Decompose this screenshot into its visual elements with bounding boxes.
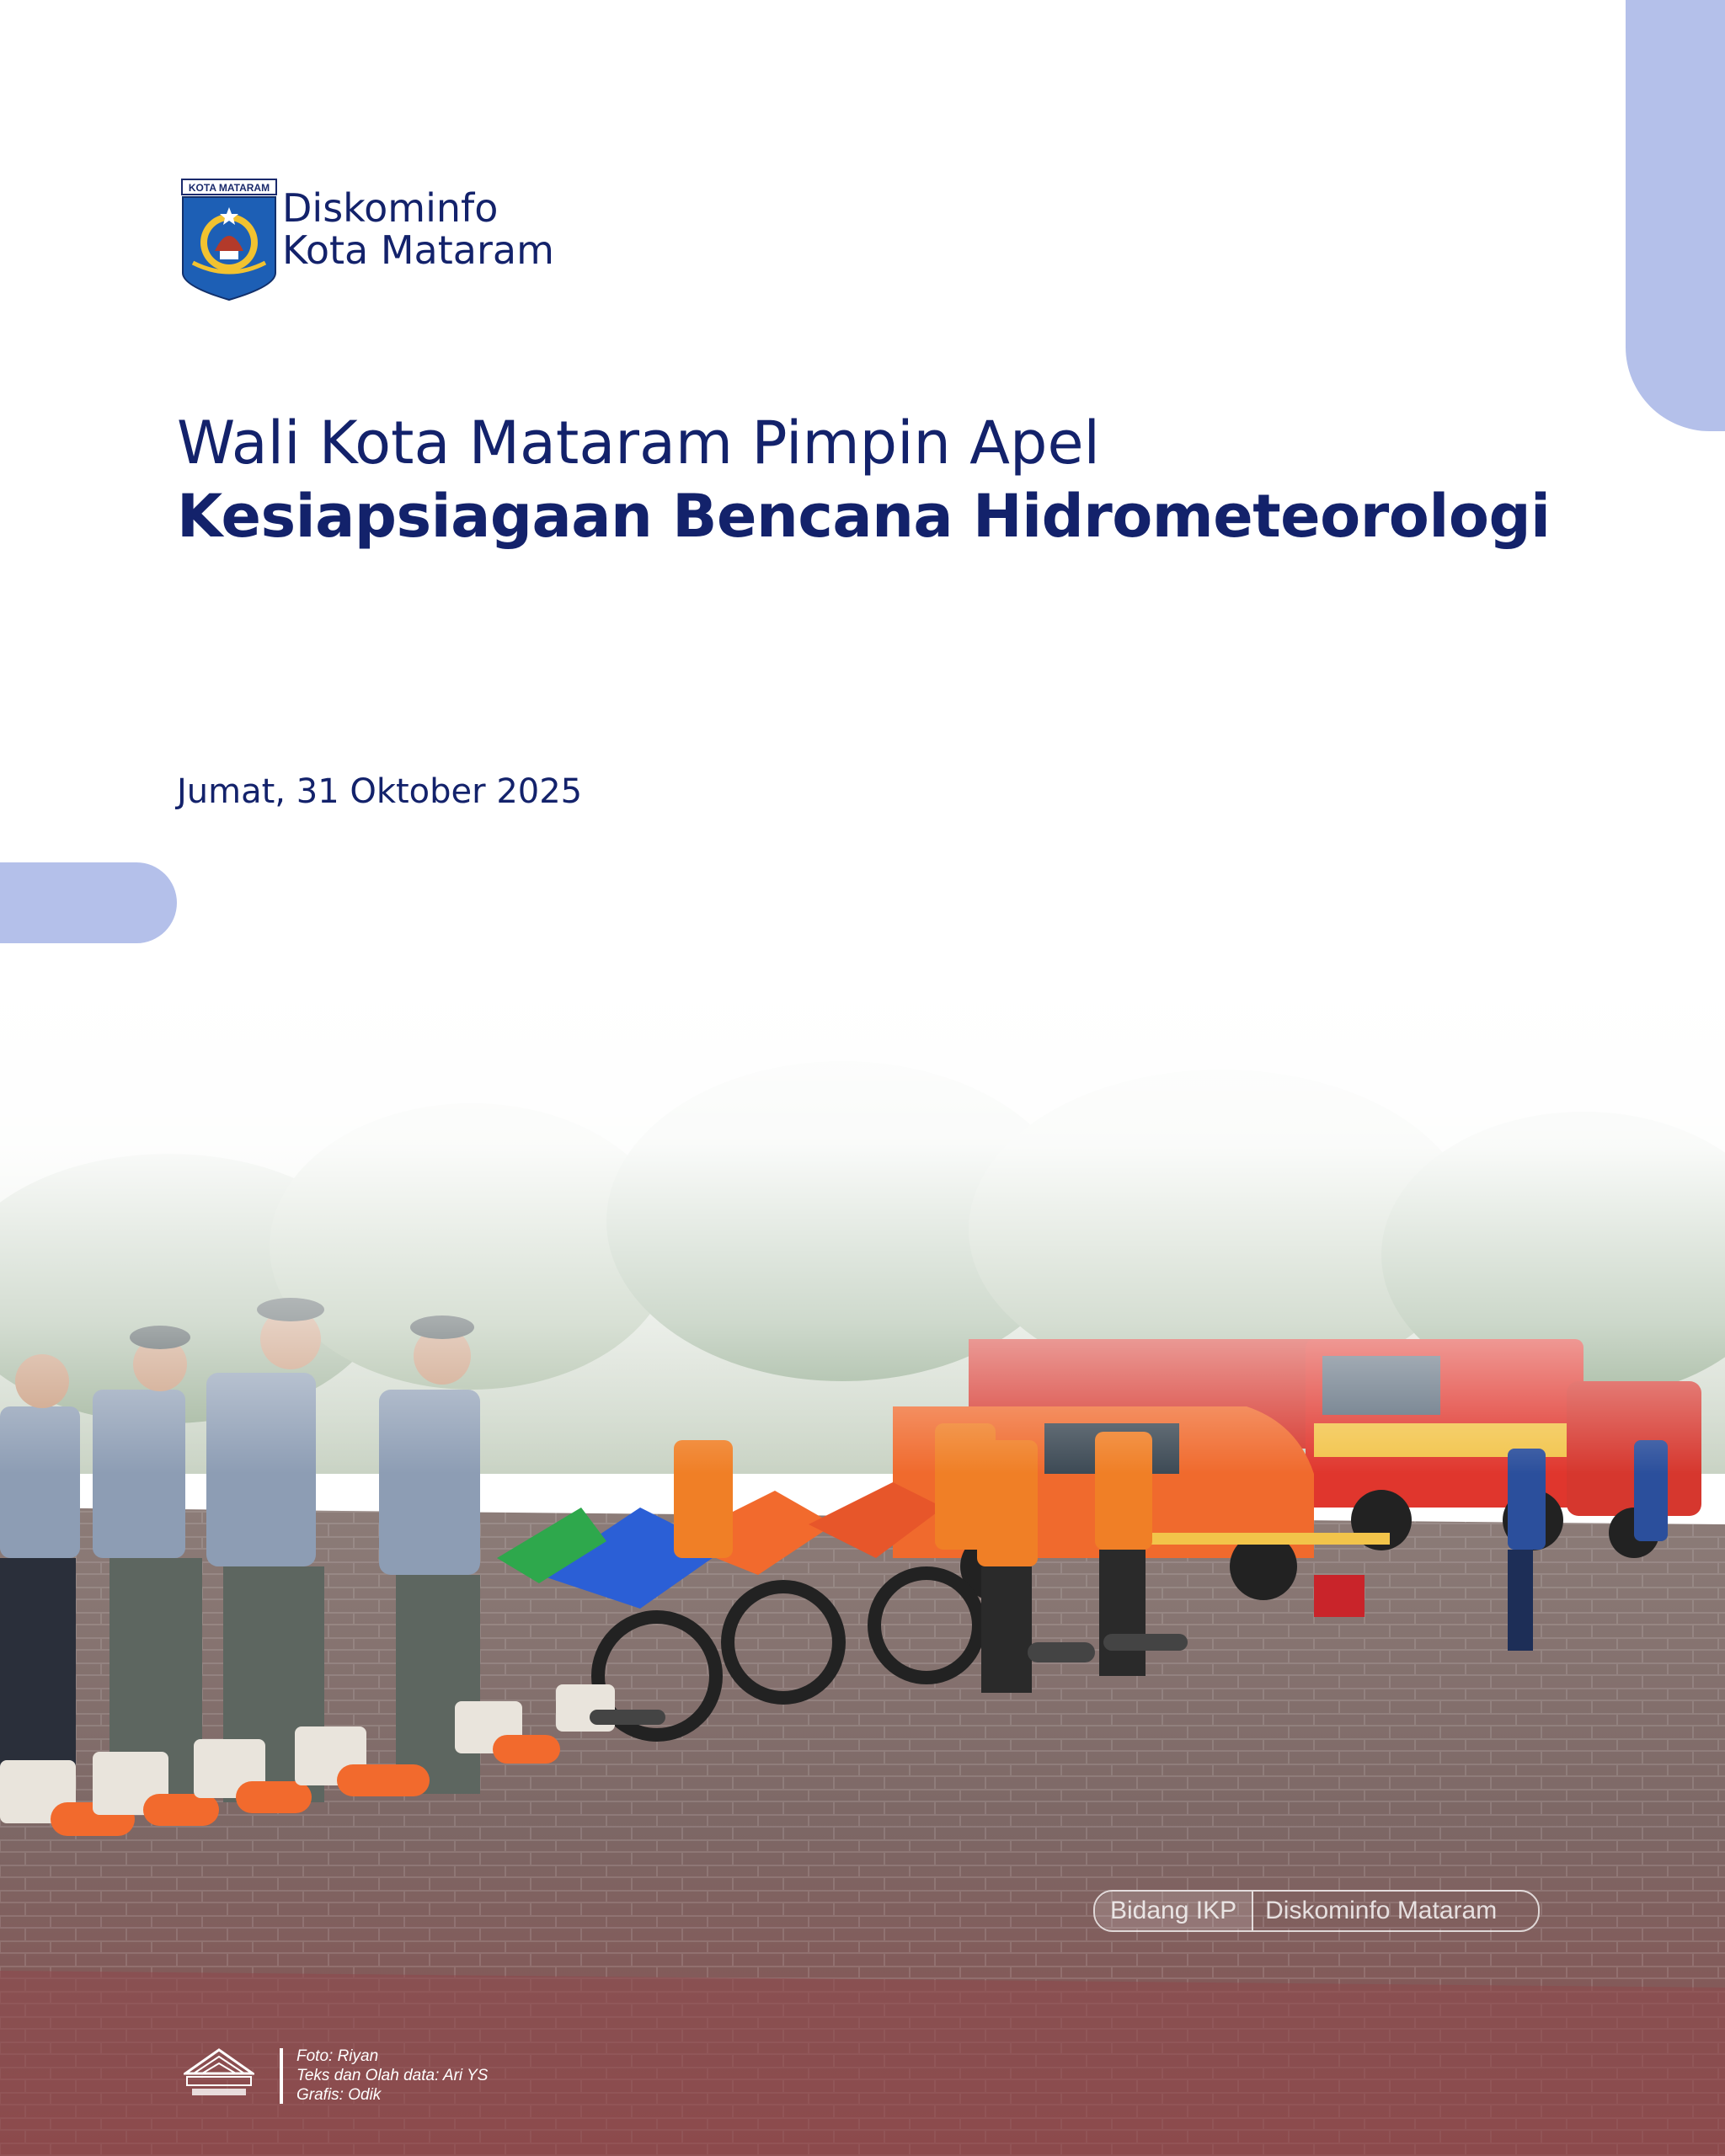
- credit-photo: Foto: Riyan: [296, 2047, 379, 2065]
- footer-divider: [280, 2048, 283, 2104]
- watermark-left: Bidang IKP: [1095, 1892, 1253, 1930]
- credit-text: Teks dan Olah data: Ari YS: [296, 2067, 489, 2084]
- brand-name-line1: Diskominfo: [282, 185, 499, 231]
- watermark-right: Diskominfo Mataram: [1265, 1897, 1498, 1924]
- kota-mataram-emblem-logo: [181, 179, 277, 302]
- footer-logo-icon: [184, 2048, 254, 2100]
- watermark: [1093, 1890, 1540, 1932]
- brand-name: [282, 187, 554, 271]
- brand-name-line2: Kota Mataram: [282, 227, 554, 273]
- headline-line2: Kesiapsiagaan Bencana Hidrometeorologi: [177, 482, 1551, 551]
- decorative-corner-shape: [1626, 0, 1725, 431]
- headline-line1: Wali Kota Mataram Pimpin Apel: [177, 408, 1101, 478]
- logo-caption: KOTA MATARAM: [188, 182, 270, 194]
- event-date: Jumat, 31 Oktober 2025: [177, 772, 583, 811]
- credit-graphics: Grafis: Odik: [296, 2086, 382, 2104]
- photo-fade-overlay: [0, 969, 1725, 1474]
- photo-credits: [296, 2047, 488, 2105]
- decorative-left-pill: [0, 862, 177, 943]
